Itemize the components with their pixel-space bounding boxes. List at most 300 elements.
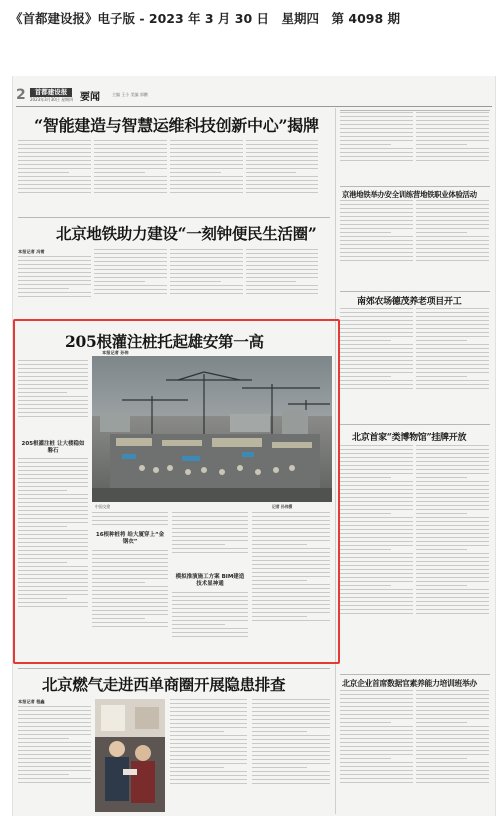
text-line [252,715,330,716]
text-line [340,746,413,747]
divider [340,424,490,425]
article-body-column [416,445,489,670]
text-line [170,257,243,258]
text-line [416,597,489,598]
text-line [416,774,489,775]
text-line [94,269,167,270]
text-line [246,172,296,173]
text-line [340,561,413,562]
text-line [340,208,413,209]
text-line [252,767,307,768]
text-line [170,184,243,185]
masthead-rule [16,106,492,107]
text-line [416,388,489,389]
text-line [170,727,247,728]
text-line [416,368,489,369]
text-line [170,775,247,776]
text-line [340,597,413,598]
article-body-column [416,200,489,286]
text-line [416,722,467,723]
text-line [416,112,489,113]
text-line [340,457,413,458]
text-line [340,758,391,759]
text-line [416,160,489,161]
text-line [416,778,489,779]
text-line [416,525,489,526]
text-line [170,759,247,760]
text-line [340,124,413,125]
top-bar [0,0,504,40]
text-line [416,256,489,257]
divider [340,291,490,292]
text-line [416,601,489,602]
text-line [416,240,489,241]
text-line [246,168,318,169]
text-line [340,738,413,739]
text-line [416,348,489,349]
text-line [170,253,243,254]
photo-caption: 中国交建 [95,504,111,509]
text-line [252,735,330,736]
text-line [340,360,413,361]
text-line [340,148,413,149]
article-body-column [340,112,413,184]
text-line [340,228,413,229]
text-line [416,248,489,249]
text-line [340,770,413,771]
text-line [246,253,318,254]
article-headline[interactable]: 205根灌注桩托起雄安第一高 [65,332,264,351]
text-line [416,577,489,578]
text-line [18,280,91,281]
article-subhead: 模拟推演施工方案 BIM建造技术显神通 [175,574,245,587]
text-line [94,261,167,262]
text-line [170,735,247,736]
text-line [246,277,318,278]
text-line [340,116,413,117]
text-line [416,593,489,594]
text-line [340,513,391,514]
text-line [340,344,413,345]
article-headline[interactable]: 北京企业首席数据官素养能力培训班举办 [342,679,477,688]
article-body-column [246,249,318,314]
text-line [416,453,489,454]
text-line [416,513,467,514]
text-line [340,224,413,225]
text-line [416,376,467,377]
text-line [340,565,413,566]
text-line [252,723,330,724]
text-line [252,699,330,700]
text-line [340,368,413,369]
text-line [246,192,318,193]
text-line [416,156,489,157]
text-line [18,710,91,711]
text-line [18,754,91,755]
text-line [340,144,391,145]
text-line [416,116,489,117]
text-line [170,261,243,262]
text-line [246,176,318,177]
text-line [340,449,413,450]
text-line [252,727,330,728]
text-line [416,324,489,325]
text-line [340,316,413,317]
text-line [416,372,489,373]
text-line [170,160,243,161]
text-line [246,289,318,290]
text-line [170,747,247,748]
text-line [340,156,413,157]
text-line [18,172,69,173]
article-body-column [18,256,91,314]
text-line [340,132,413,133]
text-line [416,718,489,719]
text-line [340,248,413,249]
text-line [416,505,489,506]
text-line [340,577,413,578]
text-line [340,128,413,129]
text-line [416,481,489,482]
text-line [170,168,243,169]
text-line [416,332,489,333]
text-line [340,605,413,606]
text-line [340,714,413,715]
text-line [340,750,413,751]
text-line [340,529,413,530]
text-line [340,533,413,534]
text-line [18,742,91,743]
text-line [416,766,489,767]
text-line [340,493,413,494]
text-line [170,703,247,704]
inspection-photo[interactable] [95,699,165,812]
article-headline[interactable]: 北京首家“类博物馆”挂牌开放 [352,433,467,443]
text-line [416,521,489,522]
text-line [416,232,467,233]
text-line [340,453,413,454]
text-line [246,164,318,165]
text-line [94,172,145,173]
text-line [416,360,489,361]
text-line [252,707,330,708]
text-line [416,449,489,450]
text-line [340,469,413,470]
text-line [18,272,91,273]
text-line [18,750,91,751]
text-line [252,771,330,772]
text-line [416,509,489,510]
text-line [416,140,489,141]
text-line [340,517,413,518]
text-line [18,152,91,153]
text-line [416,216,489,217]
text-line [340,489,413,490]
text-line [246,285,318,286]
text-line [416,380,489,381]
text-line [340,585,391,586]
text-line [416,445,489,446]
text-line [340,505,413,506]
text-line [94,140,167,141]
text-line [246,148,318,149]
article-headline[interactable]: 北京燃气走进西单商圈开展隐患排查 [42,675,286,694]
text-line [340,380,413,381]
text-line [94,176,167,177]
text-line [416,537,489,538]
text-line [340,244,413,245]
text-line [170,180,243,181]
text-line [170,269,243,270]
text-line [416,690,489,691]
text-line [246,180,318,181]
text-line [170,156,243,157]
text-line [252,783,330,784]
divider [18,668,330,669]
text-line [340,364,413,365]
text-line [340,698,413,699]
text-line [18,140,91,141]
article-body-column [340,445,413,670]
text-line [340,702,413,703]
text-line [18,188,91,189]
text-line [340,497,413,498]
text-line [340,501,413,502]
text-line [416,152,489,153]
text-line [246,269,318,270]
text-line [18,774,69,775]
text-line [252,731,307,732]
text-line [340,541,413,542]
text-line [416,738,489,739]
article-body-column [170,249,243,314]
text-line [246,293,318,294]
text-line [340,136,413,137]
text-line [18,156,91,157]
text-line [170,743,247,744]
text-line [416,493,489,494]
text-line [416,204,489,205]
text-line [340,200,413,201]
article-body-column [246,140,318,214]
text-line [94,265,167,266]
text-line [340,477,391,478]
text-line [416,585,467,586]
gas-inspection-image [95,699,165,812]
text-line [246,140,318,141]
text-line [340,525,413,526]
article-body-column [94,140,167,214]
text-line [170,783,247,784]
article-byline: 本报记者 程鑫 [18,699,45,704]
text-line [252,747,330,748]
text-line [340,312,413,313]
text-line [416,457,489,458]
text-line [416,120,489,121]
text-line [340,212,413,213]
text-line [416,754,489,755]
text-line [340,308,413,309]
text-line [340,204,413,205]
text-line [18,144,91,145]
text-line [340,112,413,113]
text-line [340,706,413,707]
text-line [94,249,167,250]
text-line [416,244,489,245]
text-line [340,461,413,462]
selected-article-highlight[interactable] [13,319,340,664]
text-line [18,714,91,715]
text-line [340,485,413,486]
text-line [340,445,413,446]
text-line [416,714,489,715]
text-line [416,702,489,703]
text-line [416,148,489,149]
text-line [416,734,489,735]
text-line [170,277,243,278]
section-editors: 主编 王小 美编 郭鹏 [112,92,148,97]
text-line [416,565,489,566]
text-line [340,388,413,389]
text-line [18,192,91,193]
text-line [416,128,489,129]
text-line [252,751,330,752]
text-line [18,288,69,289]
text-line [18,706,91,707]
text-line [18,160,91,161]
text-line [416,501,489,502]
article-body-column [94,249,167,314]
text-line [18,778,91,779]
text-line [416,308,489,309]
text-line [94,277,167,278]
text-line [340,778,413,779]
text-line [246,152,318,153]
text-line [18,260,91,261]
text-line [340,240,413,241]
text-line [416,340,467,341]
article-body-column [340,690,413,814]
text-line [18,148,91,149]
text-line [416,473,489,474]
text-line [416,312,489,313]
article-headline[interactable]: 京港地铁举办安全训练营地铁职业体验活动 [342,190,477,199]
text-line [416,469,489,470]
text-line [416,320,489,321]
text-line [18,284,91,285]
text-line [340,384,413,385]
text-line [416,726,489,727]
text-line [416,477,467,478]
text-line [252,739,330,740]
text-line [246,261,318,262]
text-line [340,120,413,121]
text-line [94,289,167,290]
text-line [416,553,489,554]
text-line [340,573,413,574]
text-line [340,320,413,321]
text-line [416,212,489,213]
text-line [416,461,489,462]
text-line [416,710,489,711]
text-line [340,569,413,570]
text-line [340,216,413,217]
text-line [18,766,91,767]
text-line [340,762,413,763]
text-line [416,336,489,337]
text-line [416,581,489,582]
text-line [340,537,413,538]
text-line [170,188,243,189]
text-line [18,722,91,723]
text-line [170,711,247,712]
text-line [340,473,413,474]
text-line [18,770,91,771]
text-line [18,718,91,719]
text-line [340,236,413,237]
text-line [416,364,489,365]
article-body-column [416,112,489,184]
text-line [416,529,489,530]
text-line [416,730,489,731]
text-line [416,328,489,329]
text-line [416,557,489,558]
text-line [170,767,224,768]
text-line [18,738,69,739]
article-body-column [170,140,243,214]
article-headline[interactable]: “智能建造与智慧运维科技创新中心”揭牌 [34,116,319,135]
text-line [416,489,489,490]
text-line [416,609,489,610]
text-line [170,172,221,173]
article-headline[interactable]: 南郊农场德茂养老项目开工 [357,297,462,307]
text-line [340,609,413,610]
divider [340,186,490,187]
text-line [18,268,91,269]
text-line [246,144,318,145]
text-line [340,509,413,510]
text-line [170,148,243,149]
text-line [340,718,413,719]
text-line [340,766,413,767]
text-line [416,236,489,237]
text-line [340,726,413,727]
text-line [94,192,167,193]
text-line [416,541,489,542]
text-line [252,755,330,756]
divider [340,110,490,111]
text-line [340,256,413,257]
text-line [340,324,413,325]
text-line [94,168,167,169]
text-line [416,762,489,763]
masthead-date: 2023年3月30日 星期四 [30,97,74,102]
article-headline[interactable]: 北京地铁助力建设“一刻钟便民生活圈” [56,224,317,243]
text-line [94,180,167,181]
text-line [340,521,413,522]
text-line [340,152,413,153]
text-line [416,549,467,550]
text-line [416,573,489,574]
text-line [94,160,167,161]
text-line [416,485,489,486]
text-line [170,285,243,286]
text-line [340,481,413,482]
text-line [94,293,167,294]
text-line [340,722,391,723]
text-line [18,276,91,277]
text-line [18,168,91,169]
